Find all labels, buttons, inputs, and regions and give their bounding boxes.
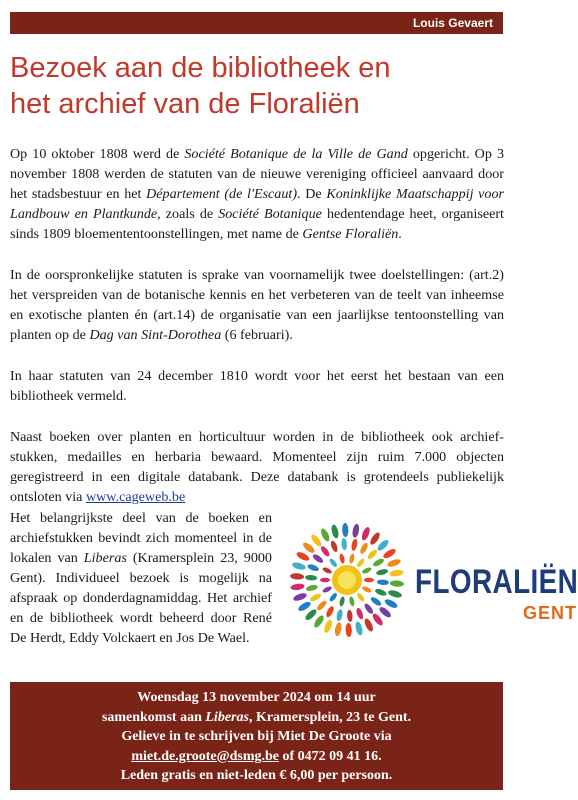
logo-petal <box>374 588 387 597</box>
logo-petal <box>328 592 338 603</box>
logo-petal <box>290 573 304 580</box>
logo-petal <box>339 553 346 564</box>
logo-petal <box>355 607 364 620</box>
paragraph-3: In haar statuten van 24 december 1810 wordt voor het eerst het bestaan van een bibliotheek vermeld. <box>10 368 504 404</box>
logo-petal <box>345 623 352 637</box>
text: (Kramersplein 23, 9000 Gent). Individueel bezoek is mogelijk na afspraak op donderdagnamiddag. Het archief en de bibliotheek wordt beheerd door René De Herdt, Eddy Volckaert en Jos De Wael. <box>10 550 272 646</box>
logo-petal <box>297 600 312 613</box>
logo-petal <box>309 592 322 603</box>
text: samenkomst aan <box>101 709 206 725</box>
italic-text: Koninklijke Maatschappij voor Landbouw en Plantkunde <box>10 186 504 222</box>
italic-text: Département (de l'Escaut) <box>146 186 298 202</box>
italic-text: Gentse Floraliën <box>302 226 399 242</box>
logo-petal <box>323 619 334 634</box>
logo-petal <box>328 557 338 568</box>
italic-text: Société Botanique de la Ville de Gand <box>184 146 408 162</box>
logo-petal <box>389 569 404 577</box>
logo-petal <box>341 538 347 550</box>
italic-text: Liberas <box>205 709 249 725</box>
paragraph-2 <box>10 265 504 345</box>
logo-petal <box>342 523 349 537</box>
logo-petal <box>359 542 369 555</box>
italic-text: Dag van Sint-Dorothea <box>89 327 222 343</box>
cageweb-link[interactable]: www.cageweb.be <box>85 489 186 505</box>
event-price: Leden gratis en niet-leden € 6,00 per persoon. <box>120 768 393 783</box>
logo-petal <box>371 612 384 627</box>
text: Het belangrijkste deel van de boeken en archiefstukken bevindt zich momenteel in de lokalen van <box>10 510 272 566</box>
paragraph-4 <box>10 427 504 507</box>
text: Op 10 oktober 1808 werd de <box>10 146 185 162</box>
text: Naast boeken over planten en horticultuur worden in de bibliotheek ook archiefstukken, medailles en herbaria bewaard. Momenteel zijn ruim 7.000 objecten geregistreerd in een digitale databank. Deze databank is grotendeels publiekelijk ontsloten via <box>10 429 504 505</box>
logo-petal <box>356 557 366 568</box>
text: , Kramersplein, 23 te Gent. <box>248 709 412 725</box>
logo-petal <box>290 583 305 591</box>
text: , zoals de <box>157 206 219 222</box>
logo-petal <box>295 550 310 562</box>
logo-petal <box>319 527 331 542</box>
logo-petal <box>364 578 374 583</box>
logo-petal <box>356 592 366 603</box>
logo-petal <box>322 566 333 574</box>
logo-petal <box>383 598 398 610</box>
author-bar <box>10 12 503 34</box>
logo-petal <box>319 545 331 558</box>
event-date: Woensdag 13 november 2024 om 14 uur <box>137 690 376 705</box>
event-registration: Gelieve in te schrijven bij Miet De Groote via <box>121 729 392 744</box>
paragraph-5 <box>10 508 272 648</box>
author-name: Louis Gevaert <box>412 16 493 30</box>
email-link[interactable]: miet.de.groote@dsmg.be <box>131 748 279 764</box>
logo-petal <box>387 589 402 599</box>
text: (6 februari). <box>221 327 293 343</box>
logo-petal <box>361 585 372 593</box>
logo-petal <box>330 524 339 539</box>
logo-petal <box>370 596 383 607</box>
logo-petal <box>305 575 317 581</box>
text: hedentendage heet, organiseert sinds 1809 bloemententoonstellingen, met name de <box>10 206 504 242</box>
logo-petal <box>334 622 343 637</box>
event-box <box>10 682 503 790</box>
logo-petal <box>307 563 320 572</box>
italic-text: Liberas <box>83 550 127 566</box>
logo-wordmark: FLORALIËN <box>415 563 578 601</box>
logo-petal <box>366 548 378 560</box>
logo-petal <box>304 608 318 622</box>
logo-petal <box>377 579 389 585</box>
logo-petal <box>322 585 333 593</box>
text: In de oorspronkelijke statuten is sprake van voornamelijk twee doelstellingen: (art.2) het verspreiden van de botanische kennis en het verbeteren van de teelt van inheemse en exotische planten én (art.14) de organisatie van een jaarlijkse tentoonstelling van planten op de <box>10 267 504 343</box>
logo-petal <box>320 578 330 583</box>
logo-petal <box>310 533 323 548</box>
logo-petal <box>349 553 356 564</box>
text: opgericht. Op 3 november 1808 werden de statuten van de nieuwe vereniging officieel aanvaard door het stadsbestuur en het <box>10 146 504 202</box>
logo-petal <box>363 602 375 615</box>
logo-petal <box>360 526 371 541</box>
article-body <box>10 144 504 528</box>
logo-petal <box>382 547 397 560</box>
floralien-flower-logo-icon <box>282 515 412 645</box>
logo-petal <box>312 553 325 564</box>
article-title <box>10 50 510 122</box>
event-contact <box>10 747 503 767</box>
event-location <box>10 708 503 728</box>
text: of 0472 09 41 16. <box>279 748 382 764</box>
logo-petal <box>349 596 356 607</box>
logo-petal <box>325 605 335 618</box>
italic-text: Société Botanique <box>218 206 322 222</box>
logo-petal <box>339 596 346 607</box>
logo-petal <box>354 621 363 636</box>
logo-petal <box>378 605 393 619</box>
logo-petal <box>361 566 372 574</box>
logo-petal <box>390 580 404 587</box>
logo-petal <box>316 599 328 611</box>
logo-petal <box>352 523 361 538</box>
logo-petal <box>330 540 339 553</box>
title-line-1: Bezoek aan de bibliotheek en <box>10 52 391 84</box>
logo-petal <box>372 557 385 568</box>
logo-petal <box>292 592 307 603</box>
text: . <box>398 226 402 242</box>
logo-petal <box>305 584 318 592</box>
logo-city: GENT <box>523 603 578 623</box>
text: . De <box>297 186 327 202</box>
logo-petal <box>347 610 353 622</box>
paragraph-1 <box>10 144 504 244</box>
logo-petal <box>336 609 344 622</box>
logo-petal <box>363 617 375 632</box>
logo-petal <box>369 531 382 546</box>
logo-petal <box>351 538 359 551</box>
logo-petal <box>386 558 401 569</box>
logo-petal <box>376 538 390 552</box>
title-line-2: het archief van de Floraliën <box>10 88 360 120</box>
logo-petal <box>291 561 306 571</box>
logo-petal <box>376 568 389 576</box>
logo-petal <box>301 541 316 555</box>
logo-petal <box>313 614 326 629</box>
